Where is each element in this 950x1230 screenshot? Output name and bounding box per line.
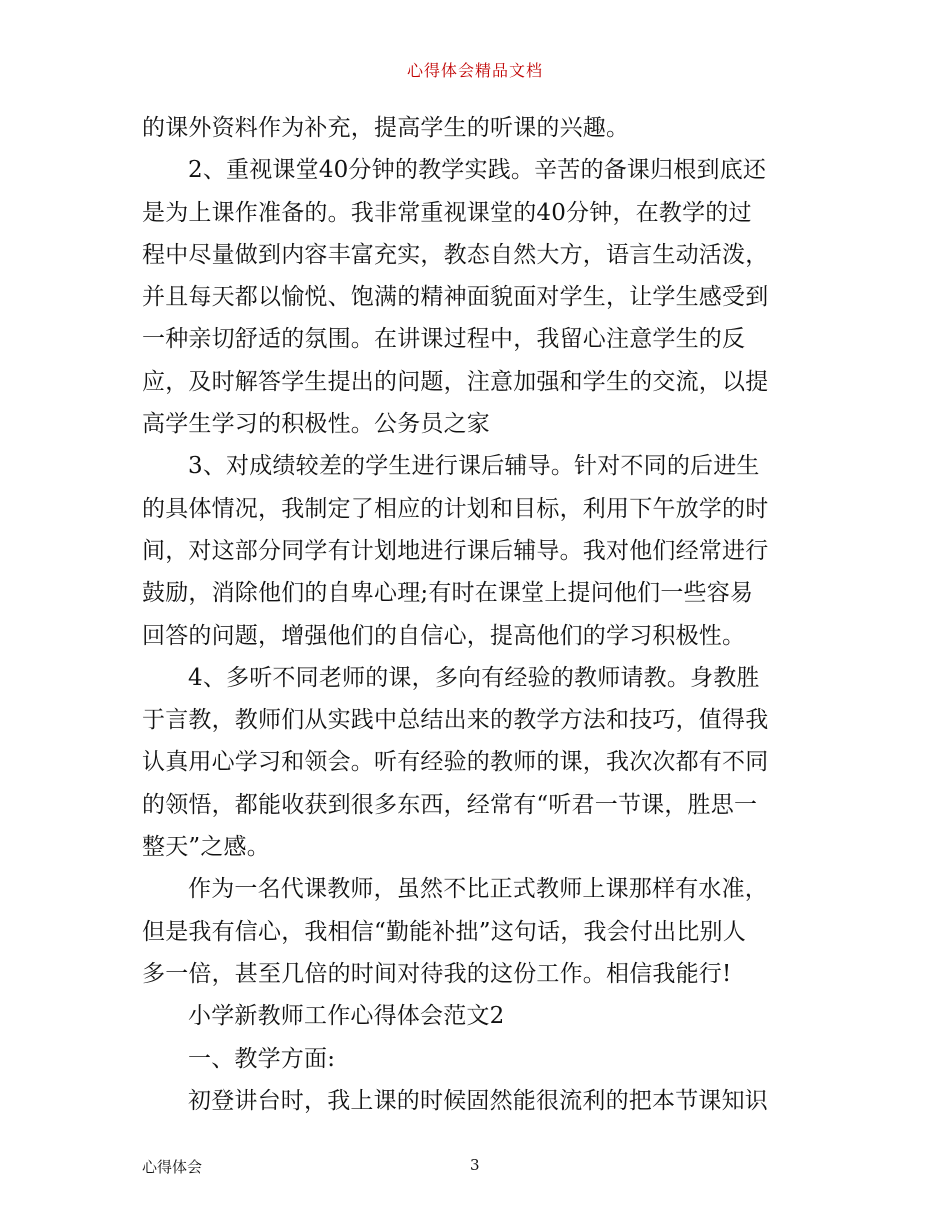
text-line: 的课外资料作为补充，提高学生的听课的兴趣。 — [142, 115, 630, 141]
text-line: 鼓励，消除他们的自卑心理;有时在课堂上提问他们一些容易 — [142, 580, 754, 607]
text-line: 但是我有信心，我相信“勤能补拙”这句话，我会付出比别人 — [142, 918, 746, 945]
document-header-title: 心得体会精品文档 — [406, 61, 543, 80]
text-line: 于言教，教师们从实践中总结出来的教学方法和技巧，值得我 — [142, 707, 769, 734]
text-line: 是为上课作准备的。我非常重视课堂的40分钟，在教学的过 — [142, 199, 752, 226]
text-line: 4、多听不同老师的课，多向有经验的教师请教。身教胜 — [188, 664, 760, 691]
text-line: 整天”之感。 — [142, 834, 270, 861]
text-line: 程中尽量做到内容丰富充实，教态自然大方，语言生动活泼， — [142, 241, 769, 268]
text-line: 并且每天都以愉悦、饱满的精神面貌面对学生，让学生感受到 — [142, 284, 769, 311]
section-heading: 小学新教师工作心得体会范文2 — [188, 1003, 505, 1030]
text-line: 一种亲切舒适的氛围。在讲课过程中，我留心注意学生的反 — [142, 326, 746, 353]
text-line: 认真用心学习和领会。听有经验的教师的课，我次次都有不同 — [142, 749, 769, 776]
text-line: 多一倍，甚至几倍的时间对待我的这份工作。相信我能行! — [142, 960, 732, 987]
text-line: 初登讲台时，我上课的时候固然能很流利的把本节课知识 — [188, 1087, 768, 1114]
text-line: 的领悟，都能收获到很多东西，经常有“听君一节课，胜思一 — [142, 791, 758, 818]
text-line: 3、对成绩较差的学生进行课后辅导。针对不同的后进生 — [188, 453, 760, 480]
text-line: 高学生学习的积极性。公务员之家 — [142, 411, 490, 438]
text-line: 作为一名代课教师，虽然不比正式教师上课那样有水准， — [188, 876, 768, 903]
text-line: 2、重视课堂40分钟的教学实践。辛苦的备课归根到底还 — [188, 157, 767, 184]
text-line: 应，及时解答学生提出的问题，注意加强和学生的交流，以提 — [142, 368, 769, 395]
section-heading: 一、教学方面: — [188, 1045, 336, 1072]
page-number: 3 — [470, 1156, 480, 1174]
document-body — [142, 107, 822, 1122]
footer-label: 心得体会 — [142, 1158, 203, 1176]
text-line: 的具体情况，我制定了相应的计划和目标，利用下午放学的时 — [142, 495, 769, 522]
text-line: 间，对这部分同学有计划地进行课后辅导。我对他们经常进行 — [142, 537, 769, 564]
text-line: 回答的问题，增强他们的自信心，提高他们的学习积极性。 — [142, 622, 746, 649]
